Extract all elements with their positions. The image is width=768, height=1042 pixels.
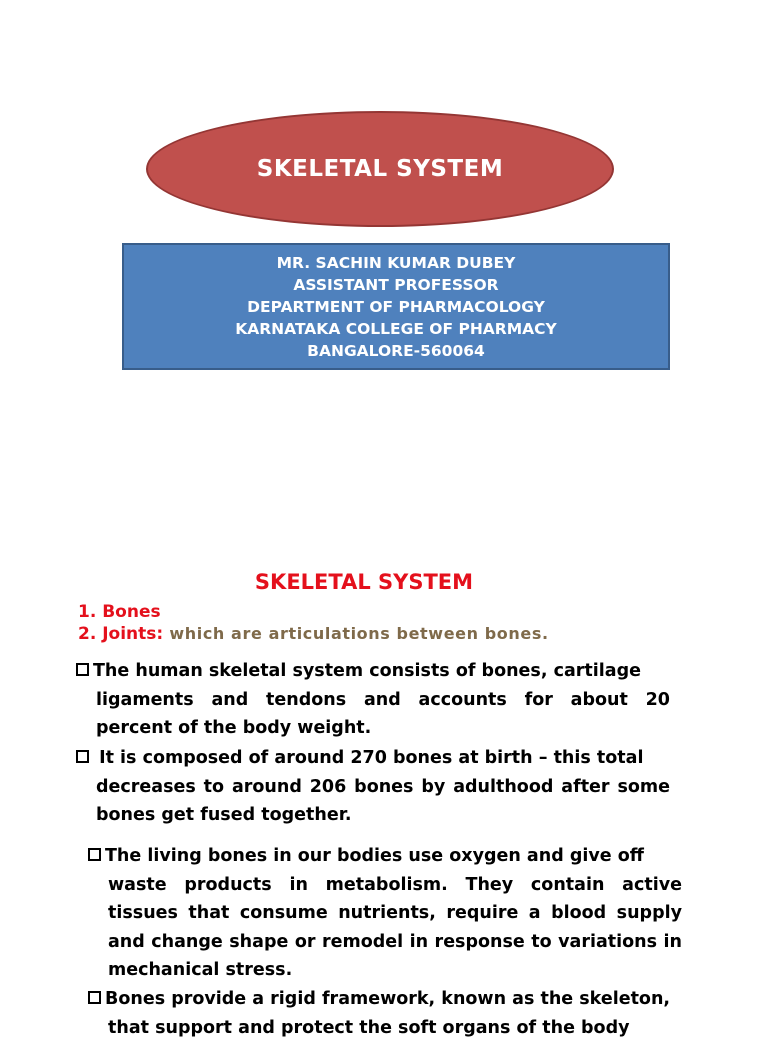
list-item-description: which are articulations between bones.: [163, 624, 548, 643]
author-name: MR. SACHIN KUMAR DUBEY: [277, 252, 516, 274]
title-slide: [0, 0, 768, 512]
numbered-list: [78, 601, 549, 645]
bullet-point: [88, 985, 694, 1042]
slide-title: SKELETAL SYSTEM: [257, 156, 503, 182]
bullet-text-line1: The living bones in our bodies use oxygen and give off: [105, 846, 644, 866]
title-oval: [146, 111, 614, 227]
bullet-text-line1: Bones provide a rigid framework, known as the skeleton,: [105, 989, 670, 1009]
list-item-bones: [78, 601, 549, 623]
list-item-label: 2. Joints:: [78, 624, 163, 644]
checkbox-bullet-icon: [76, 750, 89, 763]
author-info-box: [122, 243, 670, 370]
bullet-text-line1: The human skeletal system consists of bones, cartilage: [93, 661, 641, 681]
content-slide: [0, 512, 768, 1024]
author-city: BANGALORE-560064: [307, 340, 485, 362]
bullet-point: [76, 744, 670, 830]
content-slide-title: SKELETAL SYSTEM: [0, 570, 728, 594]
bullet-point: [88, 842, 682, 985]
checkbox-bullet-icon: [88, 991, 101, 1004]
author-department: DEPARTMENT OF PHARMACOLOGY: [247, 296, 545, 318]
bullet-text-body: that support and protect the soft organs of the body: [88, 1014, 694, 1042]
checkbox-bullet-icon: [76, 663, 89, 676]
checkbox-bullet-icon: [88, 848, 101, 861]
list-item-joints: [78, 623, 549, 645]
bullet-point: [76, 657, 670, 743]
bullet-text-body: waste products in metabolism. They contain active tissues that consume nutrients, require a blood supply and change shape or remodel in response to variations in mechanical stress.: [88, 871, 682, 985]
bullet-text-line1: It is composed of around 270 bones at birth – this total: [93, 748, 643, 768]
bullet-text-body: ligaments and tendons and accounts for about 20 percent of the body weight.: [76, 686, 670, 743]
author-college: KARNATAKA COLLEGE OF PHARMACY: [235, 318, 557, 340]
list-item-label: 1. Bones: [78, 602, 161, 622]
bullet-text-body: decreases to around 206 bones by adulthood after some bones get fused together.: [76, 773, 670, 830]
author-designation: ASSISTANT PROFESSOR: [293, 274, 498, 296]
